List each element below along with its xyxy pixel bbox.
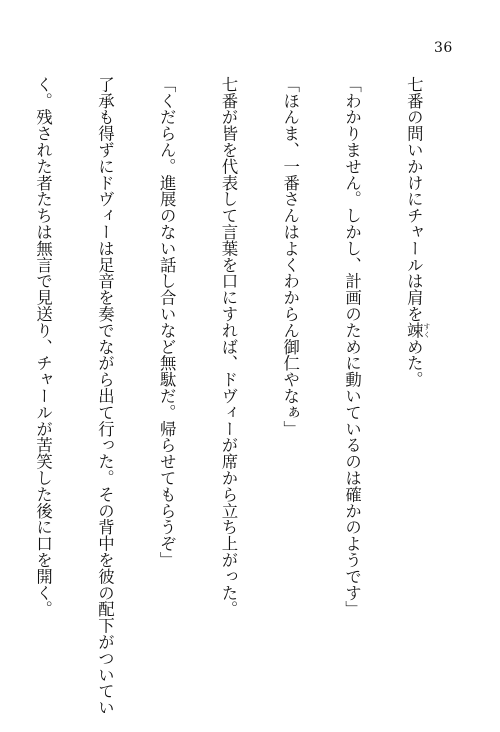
text-line: 七番の問いかけにチャールは肩を竦 すくめた。	[404, 76, 431, 388]
text-line: く。残された者たちは無言で見送り、チャールが苦笑した後に口を開く。	[33, 76, 53, 618]
ruby-annotation: 竦 すく	[404, 322, 431, 339]
text-line: 了承も得ずにドヴィーは足音を奏でながら出て行った。その背中を彼の配下がついてい	[95, 76, 115, 716]
page-number: 36	[434, 40, 453, 56]
text-line: 「ほんま、一番さんはよくわからん御仁やなぁ」	[280, 76, 300, 437]
body-text	[0, 76, 472, 716]
text-line: 七番が皆を代表して言葉を口にすれば、ドヴィーが席から立ち上がった。	[218, 76, 238, 618]
text-line: 「わかりません。しかし、計画のために動いているのは確かのようです」	[342, 76, 362, 618]
text-line: 「くだらん。進展のない話し合いなど無駄だ。帰らせてもらうぞ」	[157, 76, 177, 568]
